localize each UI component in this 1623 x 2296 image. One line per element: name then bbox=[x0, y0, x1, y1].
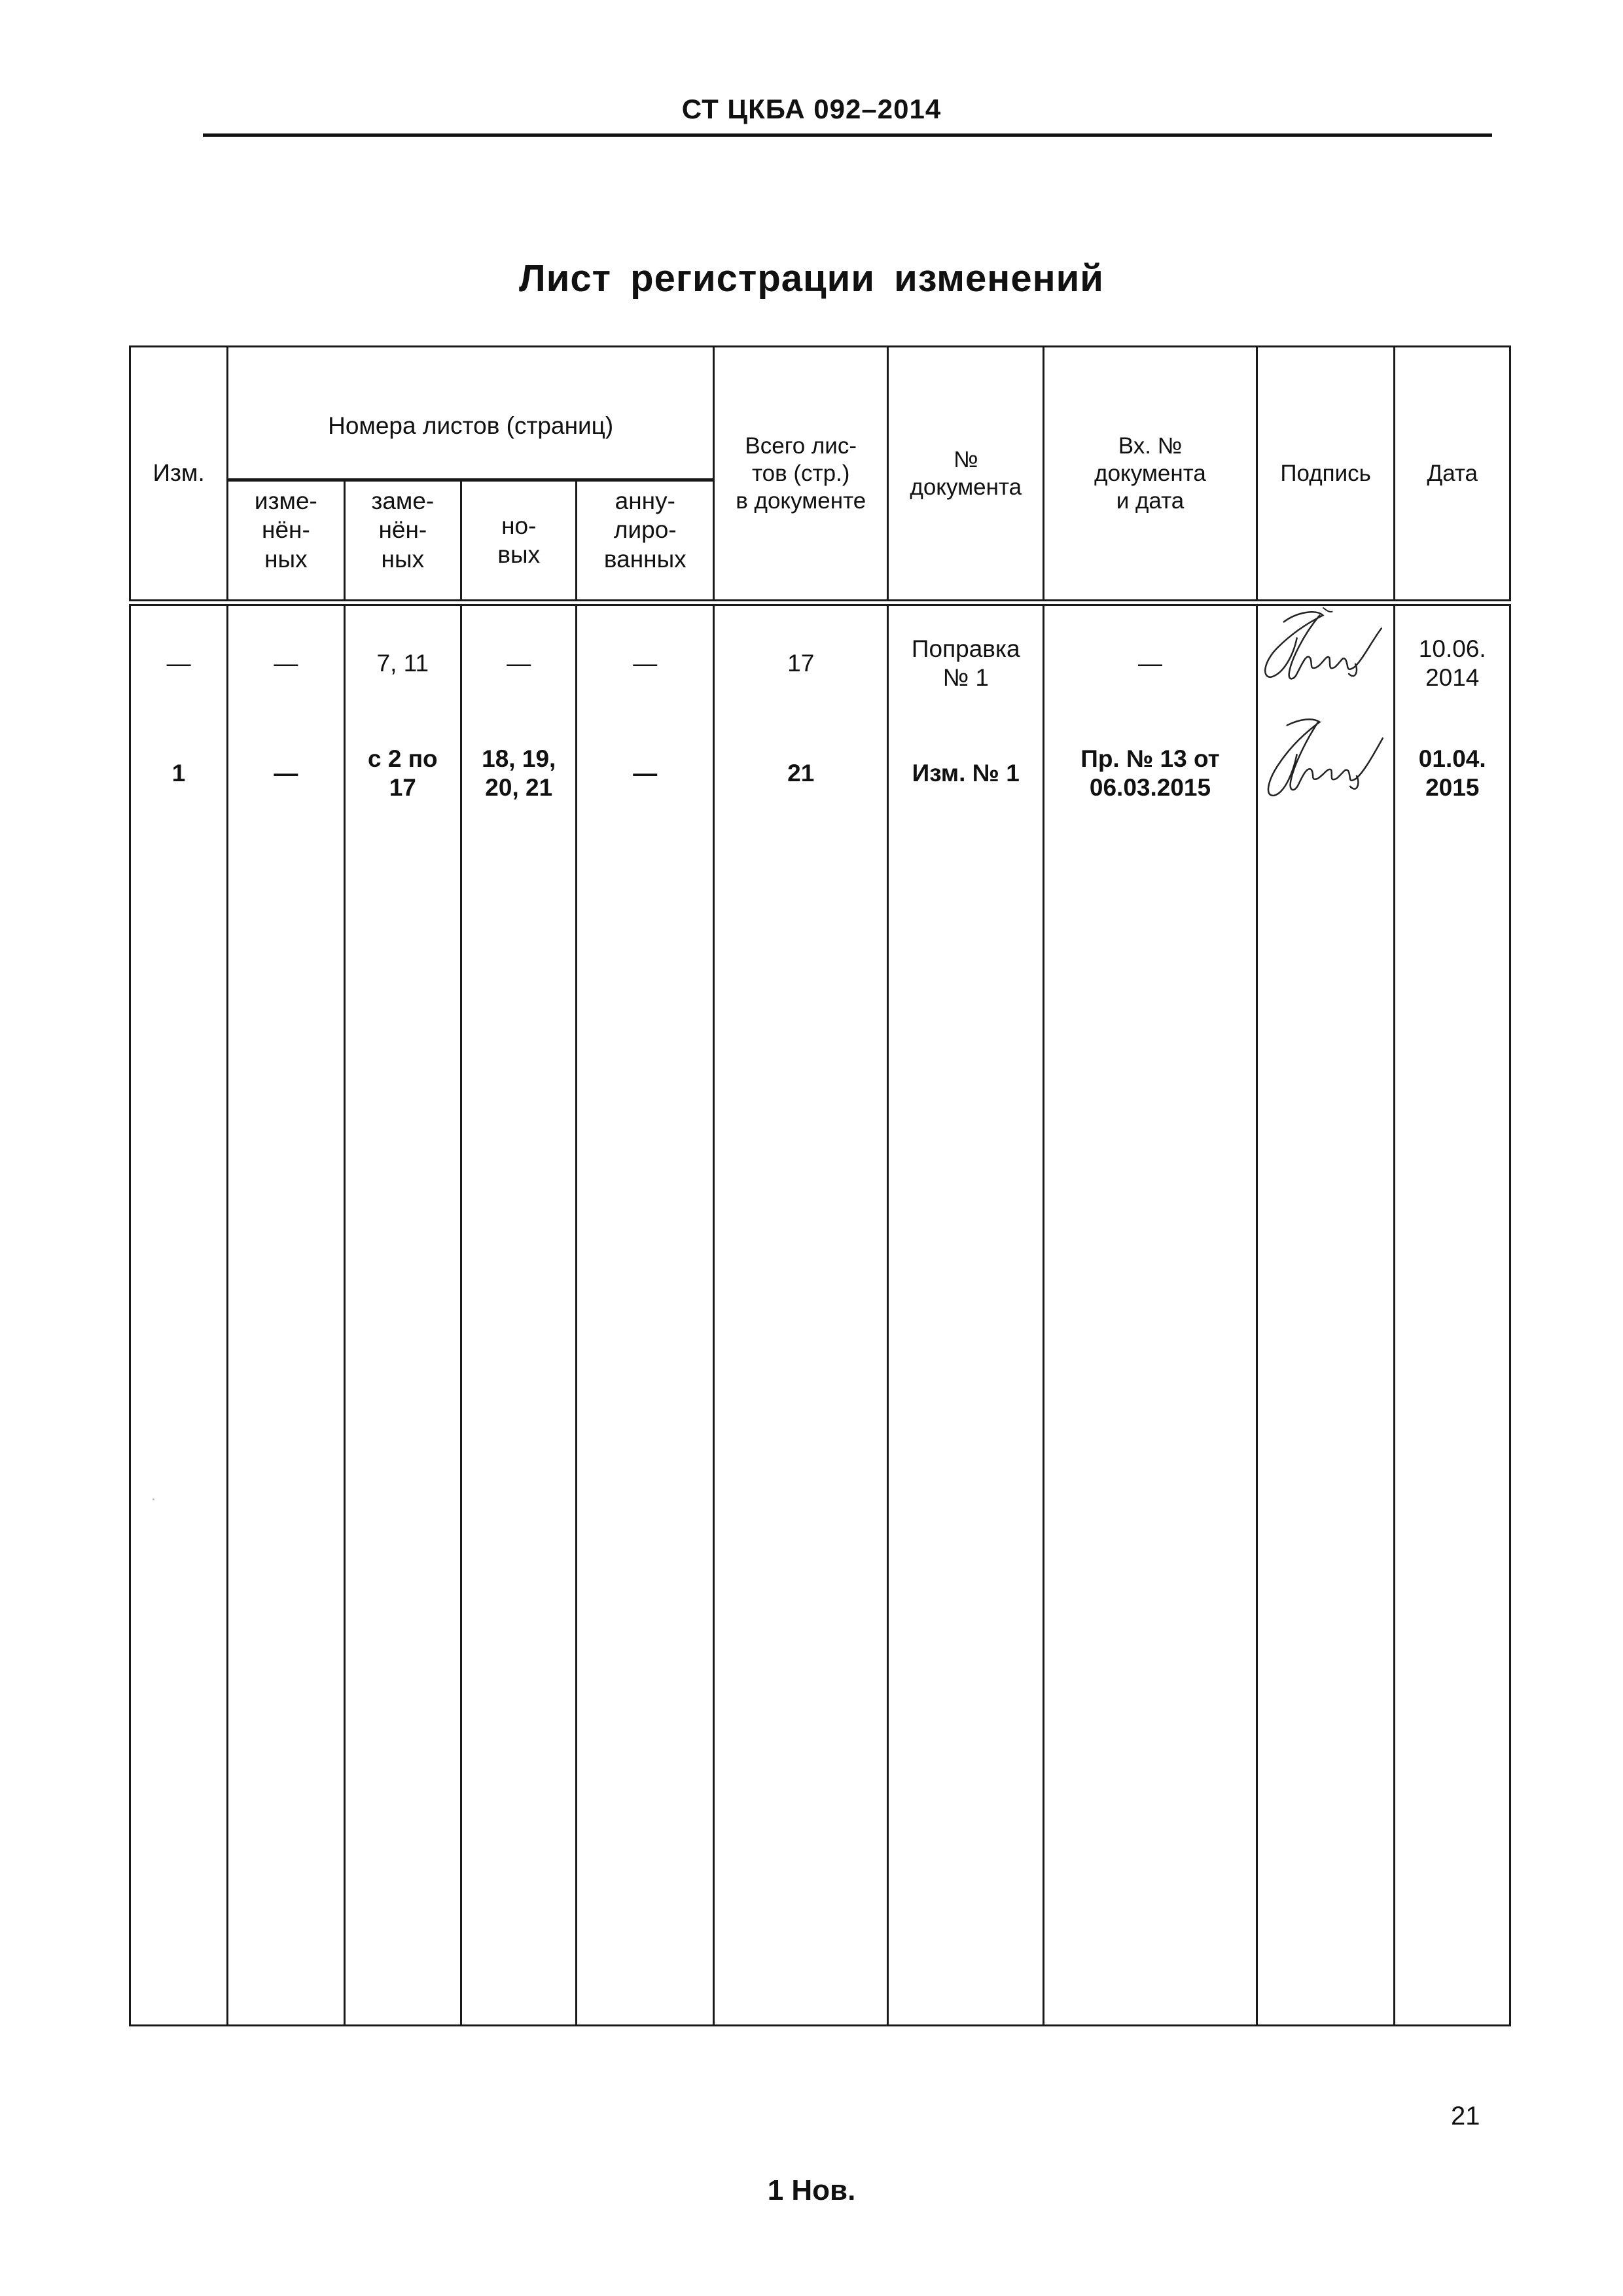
cell-izm: 1 bbox=[130, 716, 228, 826]
header-total-sheets: Всего лис- тов (стр.) в документе bbox=[714, 347, 888, 603]
cell-incoming: — bbox=[1044, 603, 1257, 716]
cell-date: 10.06. 2014 bbox=[1395, 603, 1510, 716]
cell-changed: — bbox=[228, 603, 344, 716]
empty-cell bbox=[888, 826, 1044, 2026]
cell-incoming: Пр. № 13 от 06.03.2015 bbox=[1044, 716, 1257, 826]
header-replaced: заме- нён- ных bbox=[344, 480, 461, 603]
document-code: СТ ЦКБА 092–2014 bbox=[681, 94, 942, 124]
cell-annulled: — bbox=[577, 603, 714, 716]
empty-cell bbox=[130, 826, 228, 2026]
scan-speck bbox=[152, 1498, 154, 1500]
header-sheet-numbers: Номера листов (страниц) bbox=[228, 347, 714, 480]
header-annulled: анну- лиро- ванных bbox=[577, 480, 714, 603]
cell-new: 18, 19, 20, 21 bbox=[461, 716, 577, 826]
cell-new: — bbox=[461, 603, 577, 716]
cell-document-number: Поправка № 1 bbox=[888, 603, 1044, 716]
cell-replaced: с 2 по 17 bbox=[344, 716, 461, 826]
header-date: Дата bbox=[1395, 347, 1510, 603]
cell-total: 21 bbox=[714, 716, 888, 826]
header-rule bbox=[203, 133, 1492, 137]
header-changed: изме- нён- ных bbox=[228, 480, 344, 603]
page-number: 21 bbox=[1451, 2102, 1480, 2130]
header-document-number: № документа bbox=[888, 347, 1044, 603]
header-signature: Подпись bbox=[1257, 347, 1395, 603]
cell-signature bbox=[1257, 716, 1395, 826]
cell-annulled: — bbox=[577, 716, 714, 826]
cell-changed: — bbox=[228, 716, 344, 826]
signature-2 bbox=[1258, 716, 1394, 826]
header-izm: Изм. bbox=[130, 347, 228, 603]
table-row-empty bbox=[130, 826, 1510, 2026]
cell-replaced: 7, 11 bbox=[344, 603, 461, 716]
edition-mark: 1 Нов. bbox=[767, 2174, 856, 2206]
cell-date: 01.04. 2015 bbox=[1395, 716, 1510, 826]
table-row bbox=[130, 716, 1510, 826]
header-new: но- вых bbox=[461, 480, 577, 603]
cell-document-number: Изм. № 1 bbox=[888, 716, 1044, 826]
cell-signature bbox=[1257, 603, 1395, 716]
cell-izm: — bbox=[130, 603, 228, 716]
empty-cell bbox=[1395, 826, 1510, 2026]
empty-cell bbox=[228, 826, 344, 2026]
empty-cell bbox=[461, 826, 577, 2026]
change-registration-table bbox=[129, 345, 1511, 2026]
empty-cell bbox=[1257, 826, 1395, 2026]
empty-cell bbox=[714, 826, 888, 2026]
table-row bbox=[130, 603, 1510, 716]
cell-total: 17 bbox=[714, 603, 888, 716]
empty-cell bbox=[344, 826, 461, 2026]
empty-cell bbox=[577, 826, 714, 2026]
signature-1 bbox=[1258, 606, 1394, 716]
header-incoming-number: Вх. № документа и дата bbox=[1044, 347, 1257, 603]
empty-cell bbox=[1044, 826, 1257, 2026]
page-title: Лист регистрации изменений bbox=[519, 257, 1104, 300]
